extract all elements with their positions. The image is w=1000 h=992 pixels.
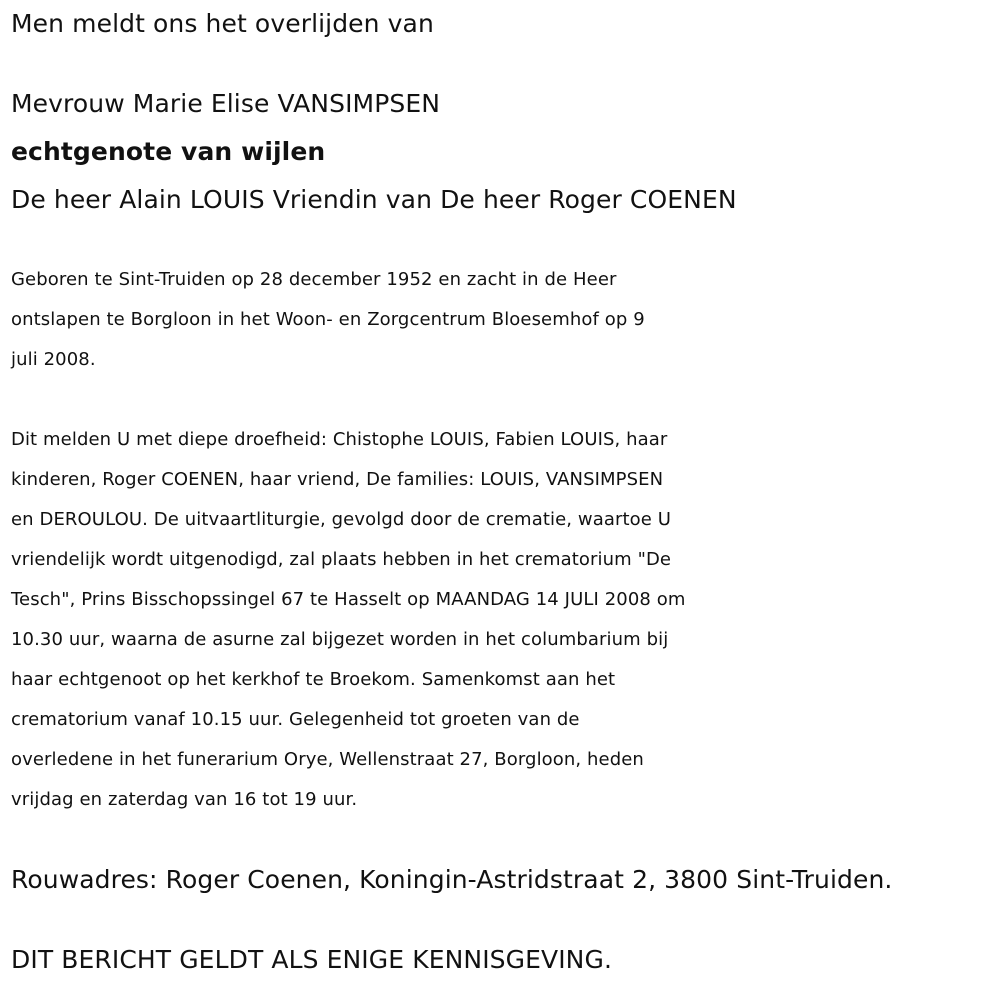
spacer: [11, 124, 991, 132]
spacer: [11, 220, 991, 260]
paragraph-line: 10.30 uur, waarna de asurne zal bijgezet worden in het columbarium bij: [11, 629, 669, 650]
paragraph-line: Geboren te Sint-Truiden op 28 december 1952 en zacht in de Heer: [11, 269, 617, 290]
deceased-name: Mevrouw Marie Elise VANSIMPSEN: [11, 89, 441, 118]
birth-death-paragraph: [11, 260, 991, 380]
paragraph-line: kinderen, Roger COENEN, haar vriend, De families: LOUIS, VANSIMPSEN: [11, 469, 664, 490]
paragraph-line: Tesch", Prins Bisschopssingel 67 te Hasselt op MAANDAG 14 JULI 2008 om: [11, 589, 686, 610]
paragraph-line: ontslapen te Borgloon in het Woon- en Zorgcentrum Bloesemhof op 9: [11, 309, 645, 330]
paragraph-line: vrijdag en zaterdag van 16 tot 19 uur.: [11, 789, 358, 810]
paragraph-line: juli 2008.: [11, 349, 96, 370]
spacer: [11, 44, 991, 84]
paragraph-line: haar echtgenoot op het kerkhof te Broekom. Samenkomst aan het: [11, 669, 616, 690]
mourning-address: Rouwadres: Roger Coenen, Koningin-Astridstraat 2, 3800 Sint-Truiden.: [11, 865, 893, 894]
paragraph-line: overledene in het funerarium Orye, Wellenstraat 27, Borgloon, heden: [11, 749, 644, 770]
spacer: [11, 380, 991, 420]
spacer: [11, 900, 991, 940]
relation-heading: echtgenote van wijlen: [11, 137, 326, 166]
spacer: [11, 820, 991, 860]
paragraph-line: en DEROULOU. De uitvaartliturgie, gevolgd door de crematie, waartoe U: [11, 509, 672, 530]
paragraph-line: Dit melden U met diepe droefheid: Chistophe LOUIS, Fabien LOUIS, haar: [11, 429, 668, 450]
relation-text: De heer Alain LOUIS Vriendin van De heer Roger COENEN: [11, 185, 737, 214]
spacer: [11, 172, 991, 180]
paragraph-line: vriendelijk wordt uitgenodigd, zal plaats hebben in het crematorium "De: [11, 549, 672, 570]
paragraph-line: crematorium vanaf 10.15 uur. Gelegenheid tot groeten van de: [11, 709, 580, 730]
obituary-notice: [11, 4, 991, 980]
announcement-paragraph: [11, 420, 991, 820]
intro-text: Men meldt ons het overlijden van: [11, 9, 434, 38]
closing-statement: DIT BERICHT GELDT ALS ENIGE KENNISGEVING.: [11, 945, 612, 974]
